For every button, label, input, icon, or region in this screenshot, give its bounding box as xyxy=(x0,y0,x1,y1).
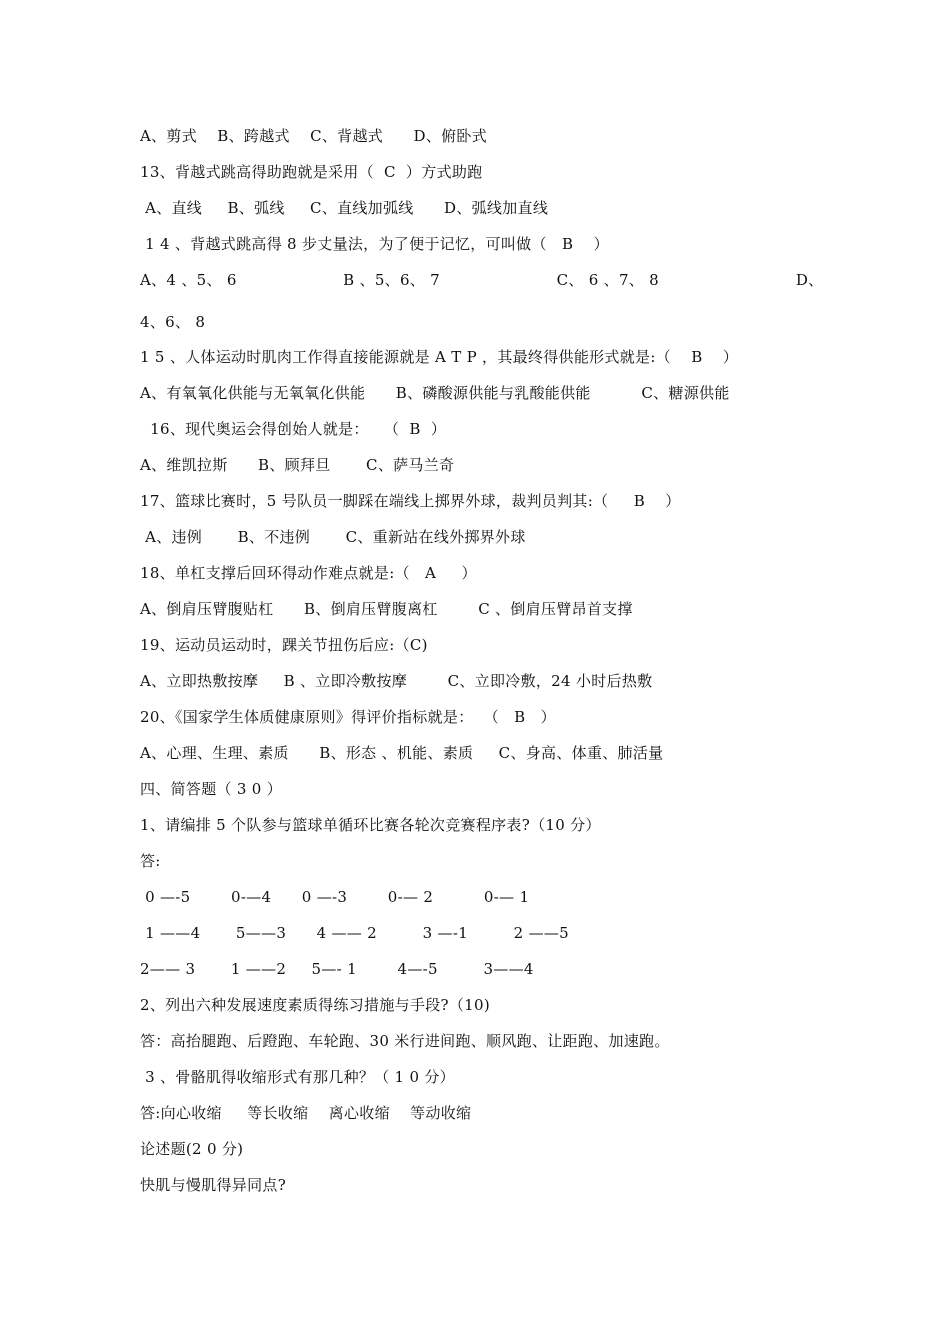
q12-options: A、剪式 B、跨越式 C、背越式 D、俯卧式 xyxy=(140,127,488,145)
schedule-round-1: 0 —-5 0-—4 0 —-3 0-— 2 0-— 1 xyxy=(140,888,530,906)
q14-options-cont: 4、6、 8 xyxy=(140,313,206,331)
short-answer-3: 3 、骨骼肌得收缩形式有那几种？（ 1 0 分） xyxy=(140,1068,455,1086)
q19-question: 19、运动员运动时，踝关节扭伤后应:（C) xyxy=(140,636,428,654)
q16-question: 16、现代奥运会得创始人就是： （ B ） xyxy=(140,420,447,438)
short-answer-1: 1、请编排 5 个队参与篮球单循环比赛各轮次竞赛程序表?（10 分） xyxy=(140,816,601,834)
q13-options: A、直线 B、弧线 C、直线加弧线 D、弧线加直线 xyxy=(140,199,549,217)
q18-question: 18、单杠支撑后回环得动作难点就是:（ A ） xyxy=(140,564,477,582)
q17-question: 17、篮球比赛时，5 号队员一脚踩在端线上掷界外球，裁判员判其:（ B ） xyxy=(140,492,681,510)
q18-options: A、倒肩压臂腹贴杠 B、倒肩压臂腹离杠 C 、倒肩压臂昂首支撑 xyxy=(140,600,633,618)
answer-label: 答: xyxy=(140,852,161,870)
answer-2: 答：高抬腿跑、后蹬跑、车轮跑、30 米行进间跑、顺风跑、让距跑、加速跑。 xyxy=(140,1032,670,1050)
q14-options: A、4 、5、 6 B 、5、6、 7 C、 6 、7、 8 D、 xyxy=(140,271,824,289)
q14-question: 1 4 、背越式跳高得 8 步丈量法，为了便于记忆，可叫做（ B ） xyxy=(140,235,609,253)
answer-3: 答:向心收缩 等长收缩 离心收缩 等动收缩 xyxy=(140,1104,472,1122)
short-answer-2: 2、列出六种发展速度素质得练习措施与手段?（10) xyxy=(140,996,491,1014)
q17-options: A、违例 B、不违例 C、重新站在线外掷界外球 xyxy=(140,528,526,546)
q20-question: 20、《国家学生体质健康原则》得评价指标就是： （ B ） xyxy=(140,708,556,726)
q15-options: A、有氧氧化供能与无氧氧化供能 B、磷酸源供能与乳酸能供能 C、糖源供能 xyxy=(140,384,730,402)
essay-question: 快肌与慢肌得异同点? xyxy=(140,1176,287,1194)
schedule-round-3: 2—— 3 1 ——2 5—- 1 4—-5 3——4 xyxy=(140,960,534,978)
q15-question: 1 5 、人体运动时肌肉工作得直接能源就是 A T P ，其最终得供能形式就是:（ B ） xyxy=(140,348,739,366)
q16-options: A、维凯拉斯 B、顾拜旦 C、萨马兰奇 xyxy=(140,456,455,474)
section-heading: 四、简答题（ 3 0 ） xyxy=(140,780,282,798)
q13-question: 13、背越式跳高得助跑就是采用（ C ）方式助跑 xyxy=(140,163,483,181)
q19-options: A、立即热敷按摩 B 、立即冷敷按摩 C、立即冷敷，24 小时后热敷 xyxy=(140,672,653,690)
q20-options: A、心理、生理、素质 B、形态 、机能、素质 C、身高、体重、肺活量 xyxy=(140,744,664,762)
essay-heading: 论述题(2 0 分) xyxy=(140,1140,244,1158)
schedule-round-2: 1 ——4 5——3 4 —— 2 3 —-1 2 ——5 xyxy=(140,924,570,942)
